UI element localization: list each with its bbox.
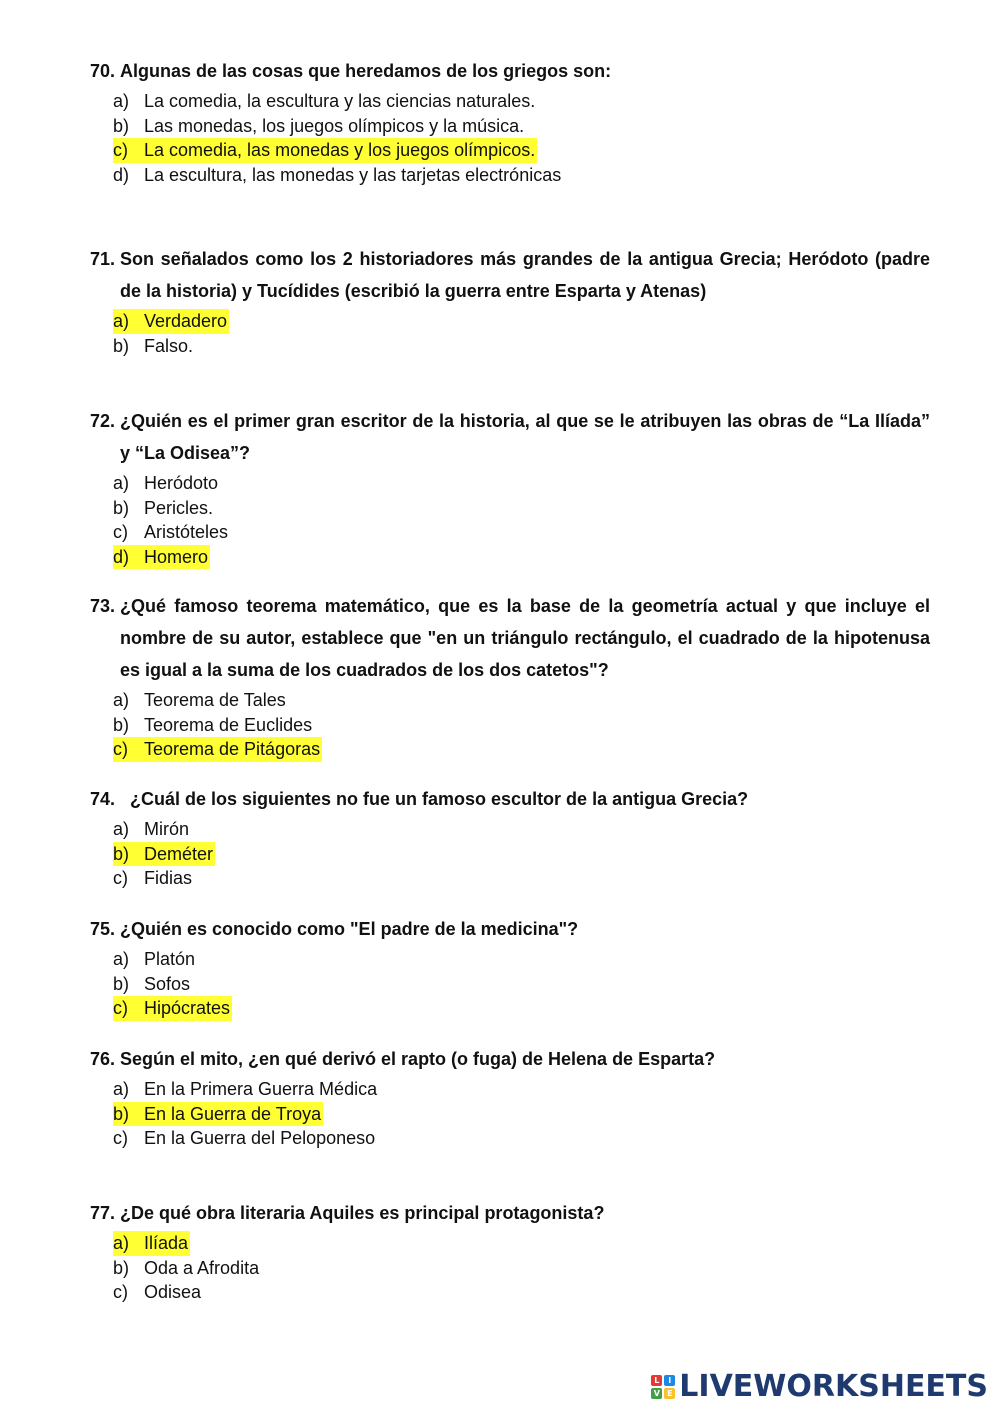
- option-text: Teorema de Tales: [144, 690, 286, 710]
- answer-option[interactable]: [113, 1280, 930, 1305]
- option-text: Mirón: [144, 819, 190, 839]
- option-content: [113, 334, 195, 359]
- logo-letter: I: [664, 1375, 675, 1386]
- liveworksheets-logo-icon: [651, 1375, 675, 1399]
- option-text: Heródoto: [144, 473, 219, 493]
- question-76: [90, 1043, 930, 1151]
- answer-option[interactable]: [113, 713, 930, 738]
- option-letter: a): [113, 91, 130, 111]
- question-prompt: ¿Cuál de los siguientes no fue un famoso escultor de la antigua Grecia?: [130, 789, 749, 809]
- option-text: Falso.: [144, 335, 194, 356]
- question-prompt: ¿Quién es conocido como "El padre de la medicina"?: [120, 919, 579, 939]
- question-prompt: Algunas de las cosas que heredamos de los griegos son:: [120, 61, 612, 81]
- option-letter: a): [113, 949, 130, 969]
- answer-options: [90, 947, 930, 1021]
- question-number: 74.: [90, 789, 116, 809]
- answer-option-highlighted[interactable]: [113, 737, 930, 762]
- answer-option-highlighted[interactable]: [113, 842, 930, 867]
- question-77: [90, 1197, 930, 1305]
- question-73: [90, 590, 930, 762]
- option-text: Sofos: [144, 973, 191, 994]
- option-content: [113, 947, 197, 972]
- option-text: Las monedas, los juegos olímpicos y la música.: [144, 115, 525, 136]
- option-text: Teorema de Pitágoras: [144, 739, 321, 760]
- answer-option[interactable]: [113, 688, 930, 713]
- option-content: [113, 1102, 323, 1127]
- option-content: [113, 996, 232, 1021]
- option-content: [113, 1231, 190, 1256]
- answer-option-highlighted[interactable]: [113, 545, 930, 570]
- question-number: 77.: [90, 1203, 116, 1223]
- question-number: 71.: [90, 249, 116, 269]
- option-content: [113, 972, 192, 997]
- option-content: [113, 1280, 203, 1305]
- option-text: Verdadero: [144, 311, 228, 331]
- option-content: [113, 89, 537, 114]
- option-letter: a): [113, 1233, 130, 1253]
- option-letter: b): [113, 714, 130, 735]
- question-number: 76.: [90, 1049, 116, 1069]
- logo-letter: V: [651, 1388, 662, 1399]
- answer-option[interactable]: [113, 1126, 930, 1151]
- option-content: [113, 713, 314, 738]
- option-letter: c): [113, 739, 128, 760]
- answer-option-highlighted[interactable]: [113, 309, 930, 334]
- option-content: [113, 1077, 379, 1102]
- option-content: [113, 842, 215, 867]
- answer-option[interactable]: [113, 817, 930, 842]
- option-content: [113, 114, 526, 139]
- question-70: [90, 55, 930, 187]
- option-content: [113, 817, 191, 842]
- option-letter: d): [113, 546, 130, 567]
- option-content: [113, 1126, 377, 1151]
- option-text: Hipócrates: [144, 998, 231, 1019]
- option-content: [113, 309, 229, 334]
- liveworksheets-brand: [651, 1369, 988, 1404]
- question-prompt: Según el mito, ¿en qué derivó el rapto (o fuga) de Helena de Esparta?: [120, 1049, 716, 1069]
- question-text: [90, 243, 930, 307]
- option-letter: c): [113, 522, 128, 543]
- question-number: 70.: [90, 61, 116, 81]
- answer-option-highlighted[interactable]: [113, 996, 930, 1021]
- question-prompt: ¿De qué obra literaria Aquiles es principal protagonista?: [120, 1203, 605, 1223]
- option-text: Ilíada: [144, 1233, 189, 1253]
- option-text: Teorema de Euclides: [144, 714, 313, 735]
- option-content: [113, 1256, 261, 1281]
- option-content: [113, 138, 537, 163]
- option-letter: b): [113, 973, 130, 994]
- question-text: [90, 1197, 930, 1229]
- option-letter: c): [113, 868, 128, 889]
- answer-options: [90, 309, 930, 358]
- option-letter: b): [113, 115, 130, 136]
- answer-option[interactable]: [113, 947, 930, 972]
- option-content: [113, 496, 215, 521]
- answer-options: [90, 471, 930, 569]
- option-text: La escultura, las monedas y las tarjetas electrónicas: [144, 164, 562, 185]
- logo-letter: E: [664, 1388, 675, 1399]
- question-text: [90, 590, 930, 686]
- option-content: [113, 520, 230, 545]
- option-letter: a): [113, 311, 130, 331]
- option-content: [113, 688, 288, 713]
- answer-option[interactable]: [113, 496, 930, 521]
- question-prompt: ¿Qué famoso teorema matemático, que es la base de la geometría actual y que incluye el nombre de su autor, establece que "en un triángulo rectángulo, el cuadrado de la hipotenusa es igual a la suma de los cuadrados de los dos catetos"?: [120, 596, 930, 680]
- option-text: La comedia, las monedas y los juegos olímpicos.: [144, 140, 536, 161]
- answer-option[interactable]: [113, 471, 930, 496]
- answer-options: [90, 688, 930, 762]
- option-text: Platón: [144, 949, 196, 969]
- option-letter: c): [113, 1128, 128, 1149]
- question-text: [90, 913, 930, 945]
- question-text: [90, 783, 930, 815]
- answer-option[interactable]: [113, 1256, 930, 1281]
- option-text: En la Primera Guerra Médica: [144, 1079, 378, 1099]
- option-text: Odisea: [144, 1282, 202, 1303]
- option-letter: a): [113, 1079, 130, 1099]
- option-text: Pericles.: [144, 497, 214, 518]
- answer-option[interactable]: [113, 866, 930, 891]
- answer-option[interactable]: [113, 1077, 930, 1102]
- option-text: Fidias: [144, 868, 193, 889]
- question-number: 73.: [90, 596, 116, 616]
- option-letter: c): [113, 998, 128, 1019]
- option-text: La comedia, la escultura y las ciencias naturales.: [144, 91, 536, 111]
- answer-option[interactable]: [113, 972, 930, 997]
- option-text: Oda a Afrodita: [144, 1257, 260, 1278]
- question-prompt: ¿Quién es el primer gran escritor de la historia, al que se le atribuyen las obras de “La Ilíada” y “La Odisea”?: [120, 411, 930, 463]
- question-prompt: Son señalados como los 2 historiadores más grandes de la antigua Grecia; Heródoto (padre de la historia) y Tucídides (escribió la guerra entre Esparta y Atenas): [120, 249, 930, 301]
- answer-options: [90, 1231, 930, 1305]
- answer-options: [90, 817, 930, 891]
- logo-letter: L: [651, 1375, 662, 1386]
- option-text: Aristóteles: [144, 522, 229, 543]
- option-content: [113, 737, 322, 762]
- question-text: [90, 405, 930, 469]
- option-content: [113, 866, 194, 891]
- option-letter: b): [113, 497, 130, 518]
- question-number: 75.: [90, 919, 116, 939]
- option-text: En la Guerra del Peloponeso: [144, 1128, 376, 1149]
- option-letter: d): [113, 164, 130, 185]
- option-content: [113, 471, 220, 496]
- option-letter: a): [113, 473, 130, 493]
- option-content: [113, 163, 563, 188]
- answer-option-highlighted[interactable]: [113, 1231, 930, 1256]
- answer-option-highlighted[interactable]: [113, 138, 930, 163]
- question-text: [90, 1043, 930, 1075]
- answer-option[interactable]: [113, 89, 930, 114]
- answer-options: [90, 1077, 930, 1151]
- option-letter: a): [113, 690, 130, 710]
- answer-option[interactable]: [113, 334, 930, 359]
- option-letter: b): [113, 843, 130, 864]
- answer-option[interactable]: [113, 163, 930, 188]
- answer-options: [90, 89, 930, 187]
- question-72: [90, 405, 930, 569]
- question-text: [90, 55, 930, 87]
- option-letter: b): [113, 1103, 130, 1124]
- option-content: [113, 545, 210, 570]
- answer-option-highlighted[interactable]: [113, 1102, 930, 1127]
- question-number: 72.: [90, 411, 116, 431]
- option-letter: b): [113, 335, 130, 356]
- question-71: [90, 243, 930, 358]
- question-74: [90, 783, 930, 891]
- answer-option[interactable]: [113, 520, 930, 545]
- option-letter: c): [113, 140, 128, 161]
- option-letter: a): [113, 819, 130, 839]
- option-text: Deméter: [144, 843, 214, 864]
- option-text: En la Guerra de Troya: [144, 1103, 322, 1124]
- answer-option[interactable]: [113, 114, 930, 139]
- option-text: Homero: [144, 546, 209, 567]
- option-letter: c): [113, 1282, 128, 1303]
- question-75: [90, 913, 930, 1021]
- option-letter: b): [113, 1257, 130, 1278]
- brand-name: LIVEWORKSHEETS: [679, 1369, 988, 1404]
